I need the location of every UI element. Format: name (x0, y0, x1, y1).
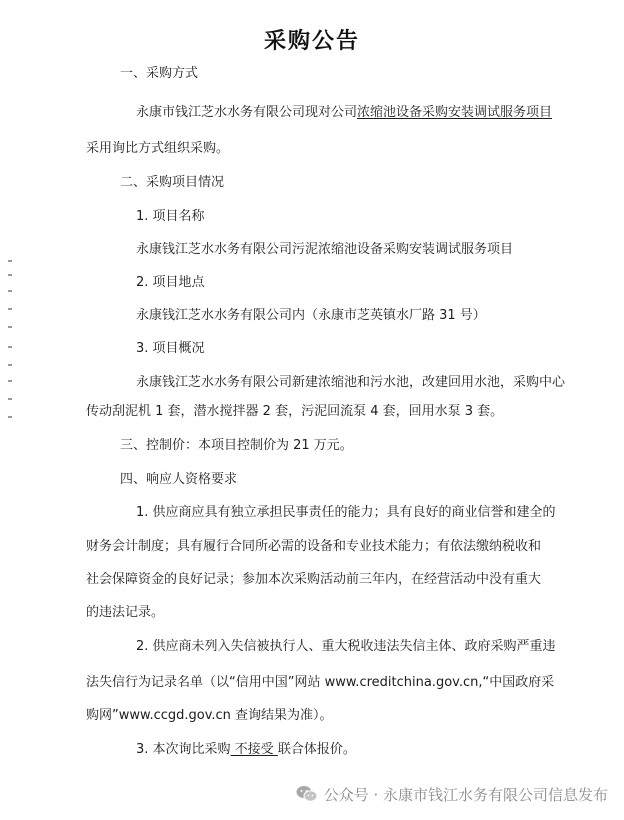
req1-line1: 1. 供应商应具有独立承担民事责任的能力；具有良好的商业信誉和建全的 (136, 505, 556, 520)
req2-line2: 法失信行为记录名单（以“信用中国”网站 www.creditchina.gov.cn,“中国政府采 (86, 675, 555, 690)
item2-heading: 2. 项目地点 (136, 275, 205, 290)
item3-heading: 3. 项目概况 (136, 341, 205, 356)
req3-suffix: 联合体报价。 (277, 742, 356, 757)
req2-line3: 购网”www.ccgd.gov.cn 查询结果为准）。 (86, 708, 333, 723)
watermark (296, 783, 608, 805)
project-name-underlined: 浓缩池设备采购安装调试服务项目 (357, 105, 553, 120)
section3-control-price: 三、控制价：本项目控制价为 21 万元。 (120, 438, 353, 453)
item2-text: 永康钱江芝水水务有限公司内（永康市芝英镇水厂路 31 号） (136, 308, 486, 323)
req2-line1: 2. 供应商未列入失信被执行人、重大税收违法失信主体、政府采购严重违 (136, 639, 556, 654)
item3-text-line1: 永康钱江芝水水务有限公司新建浓缩池和污水池，改建回用水池，采购中心 (136, 375, 566, 390)
section1-line1 (136, 105, 552, 121)
req3-line (136, 742, 356, 758)
wechat-icon (296, 785, 318, 803)
document-title: 采购公告 (263, 29, 360, 54)
section2-heading: 二、采购项目情况 (120, 175, 225, 190)
scan-edge-marks (8, 260, 16, 430)
req3-prefix: 3. 本次询比采购 (136, 742, 231, 757)
section1-line1-prefix: 永康市钱江芝水水务有限公司现对公司 (136, 105, 358, 120)
item1-text: 永康钱江芝水水务有限公司污泥浓缩池设备采购安装调试服务项目 (136, 242, 514, 257)
req1-line3: 社会保障资金的良好记录；参加本次采购活动前三年内，在经营活动中没有重大 (86, 572, 542, 587)
section1-line2: 采用询比方式组织采购。 (86, 141, 230, 156)
req3-underlined: 不接受 (230, 742, 278, 757)
section1-heading: 一、采购方式 (120, 66, 199, 81)
item1-heading: 1. 项目名称 (136, 209, 205, 224)
req1-line2: 财务会计制度；具有履行合同所必需的设备和专业技术能力；有依法缴纳税收和 (86, 539, 542, 554)
req1-line4: 的违法记录。 (86, 605, 165, 620)
watermark-text: 公众号 · 永康市钱江水务有限公司信息发布 (323, 785, 608, 804)
section4-heading: 四、响应人资格要求 (120, 472, 238, 487)
item3-text-line2: 传动刮泥机 1 套，潜水搅拌器 2 套，污泥回流泵 4 套，回用水泵 3 套。 (86, 404, 504, 419)
